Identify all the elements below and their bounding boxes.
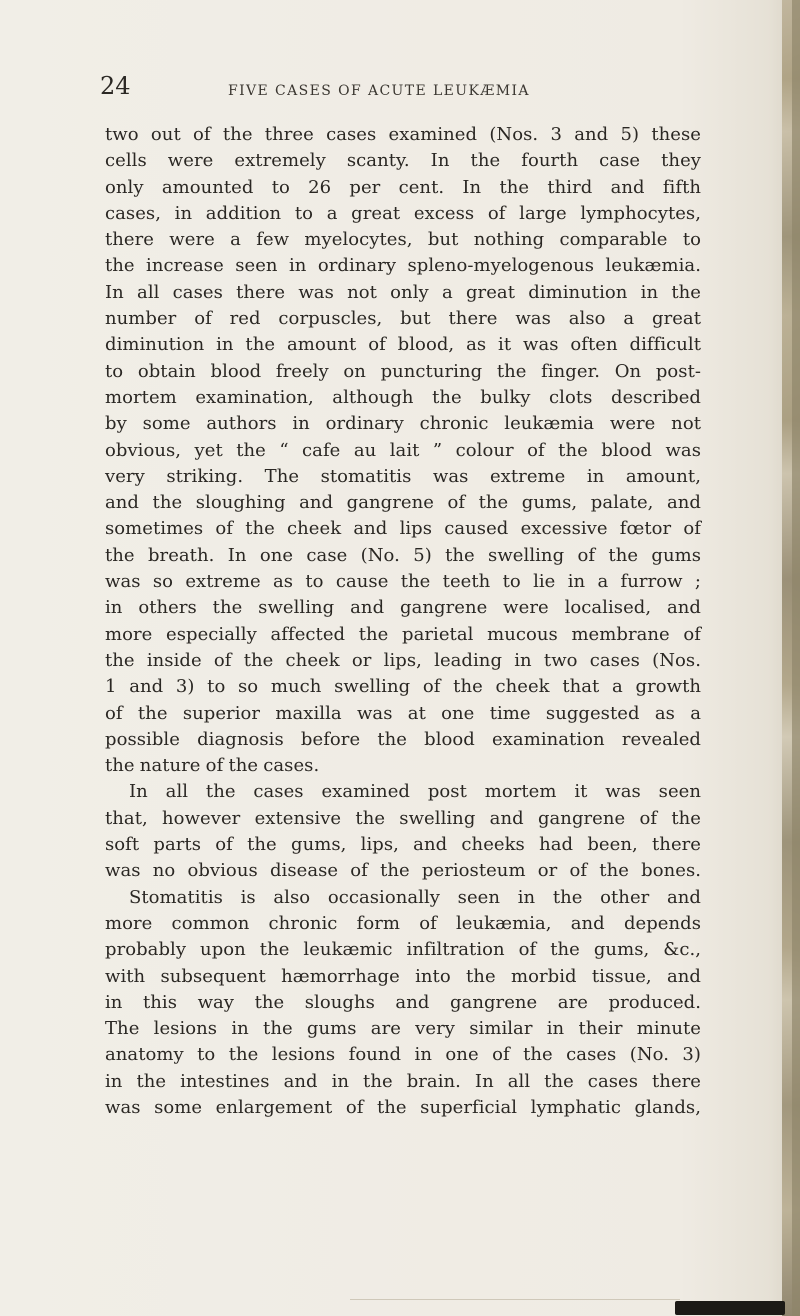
text-line: the breath. In one case (No. 5) the swelling of the gums — [105, 544, 701, 566]
text-line: very striking. The stomatitis was extreme in amount, — [105, 465, 701, 487]
text-line: The lesions in the gums are very similar in their minute — [105, 1018, 701, 1040]
text-line: obvious, yet the “ cafe au lait ” colour of the blood was — [105, 439, 701, 461]
binding-edge — [792, 0, 800, 1316]
paragraph-end-line: the nature of the cases. — [105, 755, 320, 777]
page-number: 24 — [100, 72, 131, 100]
text-line: in the intestines and in the brain. In all the cases there — [105, 1070, 701, 1092]
text-line: probably upon the leukæmic infiltration of the gums, &c., — [105, 939, 701, 961]
text-line: possible diagnosis before the blood examination revealed — [105, 728, 701, 750]
text-line: and the sloughing and gangrene of the gums, palate, and — [105, 492, 701, 514]
running-head: FIVE CASES OF ACUTE LEUKÆMIA — [228, 83, 530, 99]
text-line: two out of the three cases examined (Nos. 3 and 5) these — [105, 124, 701, 145]
text-line: In all cases there was not only a great diminution in the — [105, 281, 701, 303]
text-line: in this way the sloughs and gangrene are produced. — [105, 991, 701, 1013]
text-line: more especially affected the parietal mucous membrane of — [105, 623, 701, 645]
text-line: the inside of the cheek or lips, leading in two cases (Nos. — [105, 649, 701, 671]
text-line: anatomy to the lesions found in one of the cases (No. 3) — [105, 1044, 701, 1066]
scan-edge-mark — [675, 1301, 785, 1315]
text-line: with subsequent hæmorrhage into the morbid tissue, and — [105, 965, 701, 987]
text-line: only amounted to 26 per cent. In the third and fifth — [105, 176, 701, 198]
text-line: that, however extensive the swelling and gangrene of the — [105, 807, 701, 829]
text-line: cases, in addition to a great excess of large lymphocytes, — [105, 202, 701, 224]
text-line: diminution in the amount of blood, as it was often difficult — [105, 334, 701, 356]
text-line: was so extreme as to cause the teeth to lie in a furrow ; — [105, 571, 701, 593]
text-line: by some authors in ordinary chronic leukæmia were not — [105, 413, 701, 435]
paragraph-start-line: Stomatitis is also occasionally seen in the other and — [129, 886, 701, 908]
text-line: was some enlargement of the superficial lymphatic glands, — [105, 1096, 701, 1118]
text-line: was no obvious disease of the periosteum or of the bones. — [105, 860, 701, 882]
paragraph-start-line: In all the cases examined post mortem it was seen — [129, 781, 701, 803]
text-line: of the superior maxilla was at one time suggested as a — [105, 702, 701, 724]
text-line: cells were extremely scanty. In the fourth case they — [105, 150, 701, 172]
text-line: in others the swelling and gangrene were localised, and — [105, 597, 701, 619]
text-line: soft parts of the gums, lips, and cheeks had been, there — [105, 834, 701, 856]
text-line: there were a few myelocytes, but nothing comparable to — [105, 229, 701, 251]
body-text — [105, 122, 701, 1121]
text-line: more common chronic form of leukæmia, and depends — [105, 912, 701, 934]
text-line: 1 and 3) to so much swelling of the cheek that a growth — [105, 676, 701, 698]
text-line: the increase seen in ordinary spleno-myelogenous leukæmia. — [105, 255, 701, 277]
text-line: to obtain blood freely on puncturing the finger. On post- — [105, 360, 701, 382]
page-header — [100, 72, 740, 106]
text-line: sometimes of the cheek and lips caused excessive fœtor of — [105, 518, 701, 540]
text-line: number of red corpuscles, but there was also a great — [105, 308, 701, 330]
text-line: mortem examination, although the bulky clots described — [105, 386, 701, 408]
bottom-scan-line — [350, 1299, 680, 1300]
